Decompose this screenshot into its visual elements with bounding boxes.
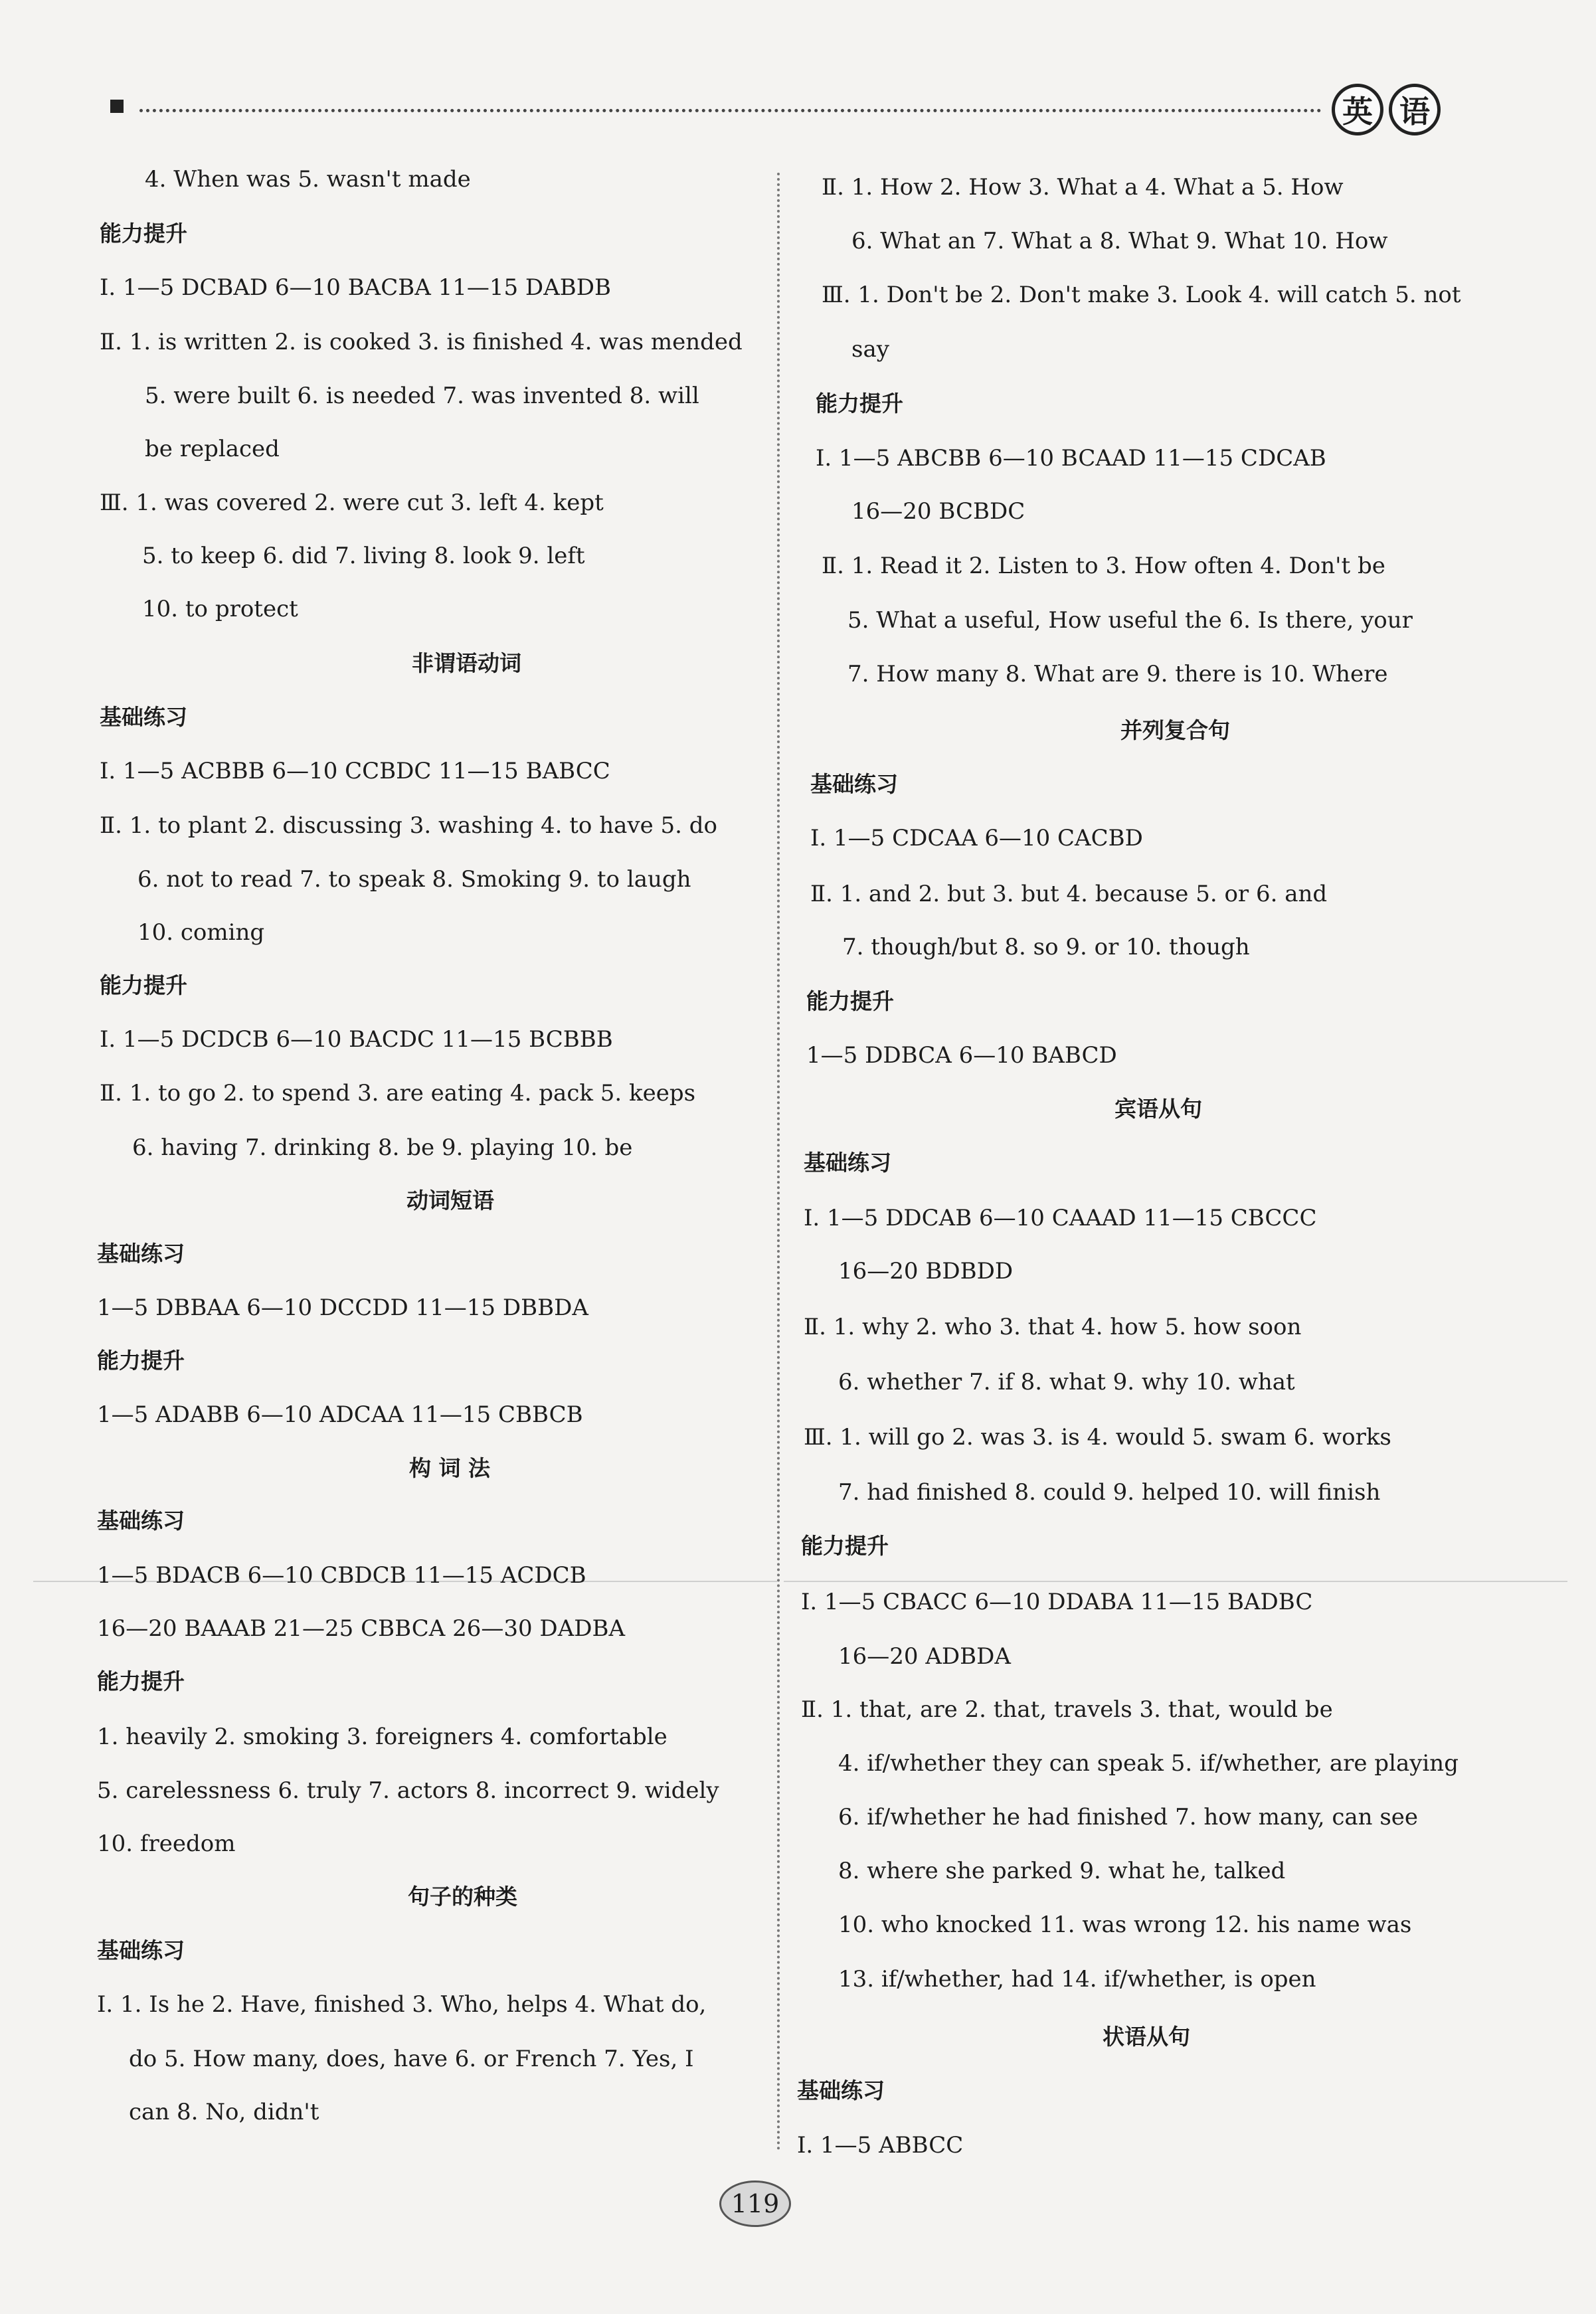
answer-line: 6. not to read 7. to speak 8. Smoking 9. to laugh (137, 866, 691, 893)
answer-line: 16—20 BCBDC (851, 498, 1025, 525)
section-title: 构 词 法 (409, 1455, 490, 1481)
header-square-marker (110, 100, 124, 113)
answer-line: Ⅰ. 1—5 ABCBB 6—10 BCAAD 11—15 CDCAB (816, 445, 1326, 472)
answer-line: Ⅱ. 1. why 2. who 3. that 4. how 5. how soon (804, 1314, 1302, 1340)
answer-line: Ⅲ. 1. Don't be 2. Don't make 3. Look 4. will catch 5. not (822, 282, 1461, 308)
answer-line: Ⅲ. 1. was covered 2. were cut 3. left 4. kept (100, 490, 604, 516)
answer-line: 16—20 BDBDD (838, 1258, 1014, 1285)
page-crease (784, 1581, 1567, 1582)
answer-line: Ⅰ. 1—5 CDCAA 6—10 CACBD (810, 825, 1143, 851)
subsection-heading: 能力提升 (100, 221, 187, 246)
answer-line: 4. if/whether they can speak 5. if/whether, are playing (838, 1750, 1459, 1777)
subject-char: 英 (1332, 84, 1383, 135)
answer-line: 5. carelessness 6. truly 7. actors 8. incorrect 9. widely (97, 1777, 719, 1804)
answer-line: Ⅱ. 1. is written 2. is cooked 3. is finished 4. was mended (100, 329, 743, 355)
subsection-heading: 能力提升 (97, 1668, 185, 1694)
answer-line: Ⅱ. 1. that, are 2. that, travels 3. that, would be (801, 1696, 1333, 1723)
answer-line: Ⅰ. 1—5 DCBAD 6—10 BACBA 11—15 DABDB (100, 274, 611, 301)
subsection-heading: 能力提升 (100, 972, 187, 998)
answer-line: Ⅱ. 1. to plant 2. discussing 3. washing 4. to have 5. do (100, 812, 717, 839)
answer-line: 16—20 ADBDA (838, 1643, 1011, 1670)
answer-line: Ⅱ. 1. How 2. How 3. What a 4. What a 5. How (822, 174, 1344, 201)
header-dotted-rule (139, 109, 1322, 112)
answer-line: 1—5 DDBCA 6—10 BABCD (806, 1042, 1117, 1069)
answer-line: 4. When was 5. wasn't made (145, 166, 471, 193)
answer-line: 1—5 DBBAA 6—10 DCCDD 11—15 DBBDA (97, 1294, 588, 1321)
answer-line: Ⅱ. 1. Read it 2. Listen to 3. How often 4. Don't be (822, 553, 1385, 579)
answer-line: Ⅰ. 1—5 CBACC 6—10 DDABA 11—15 BADBC (801, 1589, 1313, 1615)
subsection-heading: 基础练习 (804, 1150, 891, 1176)
answer-line: 1—5 ADABB 6—10 ADCAA 11—15 CBBCB (97, 1401, 583, 1428)
answer-line: Ⅲ. 1. will go 2. was 3. is 4. would 5. swam 6. works (804, 1424, 1391, 1451)
answer-line: 7. had finished 8. could 9. helped 10. will finish (838, 1479, 1381, 1506)
answer-line: 13. if/whether, had 14. if/whether, is open (838, 1966, 1316, 1993)
answer-line: 5. What a useful, How useful the 6. Is there, your (847, 607, 1413, 634)
answer-line: 10. freedom (97, 1830, 236, 1857)
section-title: 非谓语动词 (412, 650, 521, 676)
answer-line: 1. heavily 2. smoking 3. foreigners 4. comfortable (97, 1724, 667, 1750)
answer-line: 16—20 BAAAB 21—25 CBBCA 26—30 DADBA (97, 1615, 626, 1642)
answer-line: 10. coming (137, 919, 265, 946)
answer-line: 6. having 7. drinking 8. be 9. playing 10. be (132, 1134, 633, 1161)
subsection-heading: 能力提升 (816, 391, 903, 416)
answer-line: 6. whether 7. if 8. what 9. why 10. what (838, 1369, 1295, 1395)
answer-line: Ⅰ. 1—5 ACBBB 6—10 CCBDC 11—15 BABCC (100, 758, 610, 784)
subsection-heading: 基础练习 (97, 1937, 185, 1963)
answer-line: Ⅰ. 1—5 ABBCC (797, 2132, 964, 2159)
subsection-heading: 基础练习 (797, 2078, 885, 2103)
answer-line: can 8. No, didn't (129, 2099, 319, 2125)
subsection-heading: 基础练习 (97, 1508, 185, 1534)
section-title: 状语从句 (1103, 2024, 1190, 2050)
answer-line: 7. though/but 8. so 9. or 10. though (842, 934, 1250, 960)
answer-line: say (851, 336, 889, 363)
section-title: 宾语从句 (1114, 1096, 1202, 1122)
column-divider (777, 173, 780, 2152)
answer-line: 5. were built 6. is needed 7. was invented 8. will (145, 383, 699, 409)
subsection-heading: 基础练习 (97, 1241, 185, 1267)
answer-line: 7. How many 8. What are 9. there is 10. Where (847, 661, 1388, 687)
answer-line: 6. if/whether he had finished 7. how many, can see (838, 1804, 1419, 1830)
answer-line: 6. What an 7. What a 8. What 9. What 10. How (851, 228, 1388, 254)
answer-line: 1—5 BDACB 6—10 CBDCB 11—15 ACDCB (97, 1562, 586, 1589)
subject-char: 语 (1389, 84, 1441, 135)
subsection-heading: 基础练习 (810, 771, 898, 797)
answer-line: do 5. How many, does, have 6. or French 7. Yes, I (129, 2046, 694, 2072)
answer-line: 5. to keep 6. did 7. living 8. look 9. left (142, 543, 585, 569)
page-number: 119 (719, 2180, 791, 2227)
subsection-heading: 能力提升 (806, 988, 894, 1014)
subsection-heading: 能力提升 (801, 1533, 889, 1559)
answer-line: Ⅰ. 1—5 DCDCB 6—10 BACDC 11—15 BCBBB (100, 1026, 613, 1053)
answer-line: Ⅱ. 1. to go 2. to spend 3. are eating 4. pack 5. keeps (100, 1080, 696, 1107)
subsection-heading: 能力提升 (97, 1348, 185, 1374)
section-title: 并列复合句 (1120, 717, 1230, 743)
subsection-heading: 基础练习 (100, 704, 187, 730)
subject-badge (1332, 84, 1441, 135)
answer-line: be replaced (145, 436, 280, 462)
section-title: 句子的种类 (408, 1884, 517, 1910)
answer-line: 8. where she parked 9. what he, talked (838, 1858, 1286, 1884)
answer-line: Ⅰ. 1. Is he 2. Have, finished 3. Who, helps 4. What do, (97, 1991, 707, 2018)
section-title: 动词短语 (406, 1188, 494, 1213)
answer-line: 10. to protect (142, 596, 298, 622)
answer-line: 10. who knocked 11. was wrong 12. his name was (838, 1912, 1412, 1938)
answer-line: Ⅰ. 1—5 DDCAB 6—10 CAAAD 11—15 CBCCC (804, 1205, 1317, 1231)
answer-line: Ⅱ. 1. and 2. but 3. but 4. because 5. or 6. and (810, 881, 1328, 907)
